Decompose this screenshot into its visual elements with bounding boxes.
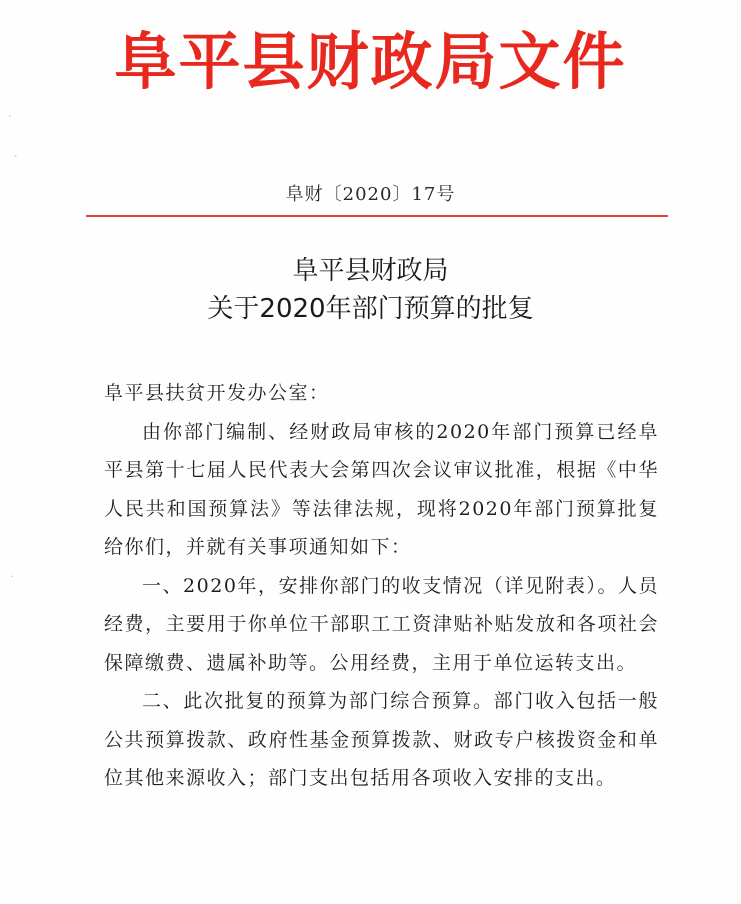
- title-line-subject: 关于2020年部门预算的批复: [207, 294, 534, 324]
- scan-speck: ·: [14, 150, 18, 163]
- document-title: [0, 252, 741, 328]
- paragraph-item-one: 一、2020年，安排你部门的收支情况（详见附表）。人员经费，主要用于你单位干部职工工资津贴补贴发放和各项社会保障缴费、遗属补助等。公用经费，主用于单位运转支出。: [104, 574, 659, 674]
- scan-speck: ·: [8, 110, 12, 123]
- red-divider-line: [86, 215, 668, 217]
- title-line-issuer: 阜平县财政局: [292, 256, 449, 286]
- scan-speck: ·: [10, 570, 14, 583]
- document-number: 阜财〔2020〕17号: [285, 184, 456, 205]
- document-masthead: 阜平县财政局文件: [114, 25, 627, 98]
- document-body: [104, 374, 659, 798]
- paragraph-item-two: 二、此次批复的预算为部门综合预算。部门收入包括一般公共预算拨款、政府性基金预算拨款、财政专户核拨资金和单位其他来源收入；部门支出包括用各项收入安排的支出。: [104, 690, 659, 789]
- salutation: 阜平县扶贫开发办公室：: [104, 382, 330, 404]
- paragraph-intro: 由你部门编制、经财政局审核的2020年部门预算已经阜平县第十七届人民代表大会第四次会议审议批准，根据《中华人民共和国预算法》等法律法规，现将2020年部门预算批复给你们，并就有关事项通知如下：: [104, 420, 659, 558]
